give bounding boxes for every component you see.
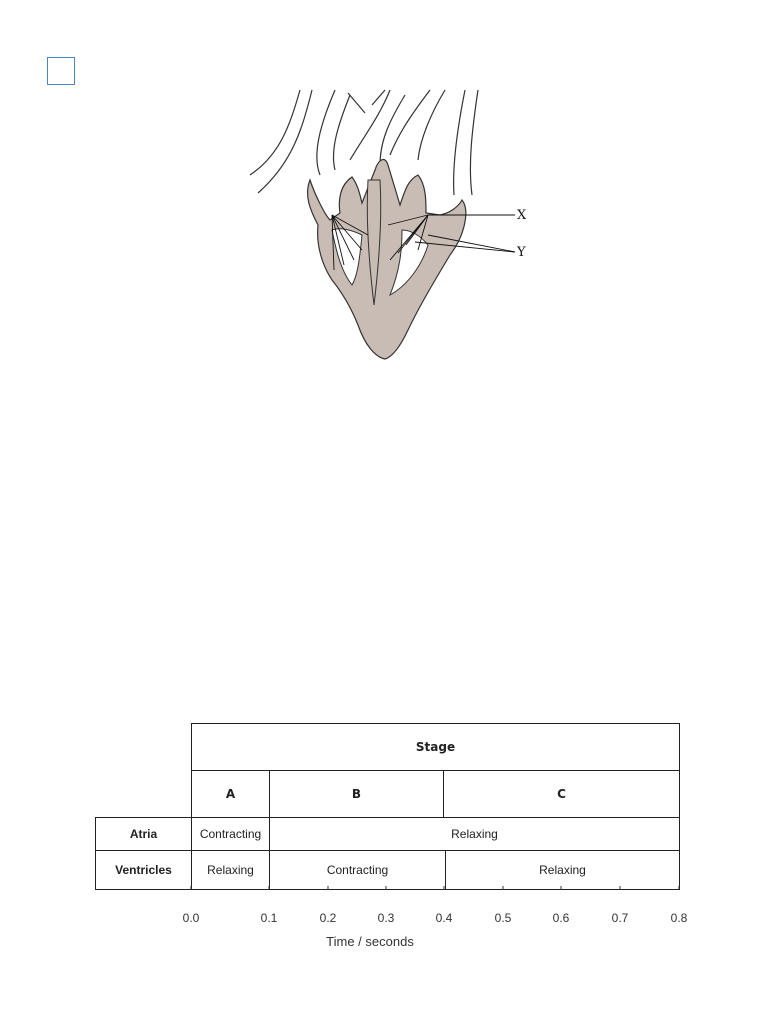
tick-label: 0.7 xyxy=(611,911,629,925)
answer-checkbox[interactable] xyxy=(47,57,75,85)
heart-diagram xyxy=(240,85,540,365)
row-label-atria xyxy=(95,817,192,851)
cardiac-cycle-table xyxy=(95,723,680,890)
stage-label: A xyxy=(225,787,236,801)
heart-wall xyxy=(308,160,466,359)
vessels xyxy=(250,90,478,195)
label-y: Y xyxy=(517,245,526,260)
tick-label: 0.0 xyxy=(182,911,200,925)
cell-value: Relaxing xyxy=(207,863,254,877)
cell-value: Contracting xyxy=(326,863,389,877)
stage-label: C xyxy=(557,787,566,801)
tick-label: 0.8 xyxy=(670,911,688,925)
axis-title: Time / seconds xyxy=(326,934,414,949)
tick-label: 0.6 xyxy=(552,911,570,925)
row-label: Ventricles xyxy=(115,863,172,877)
stage-b-header xyxy=(269,770,444,818)
atria-stage-a-cell xyxy=(191,817,270,851)
tick-label: 0.2 xyxy=(319,911,337,925)
cell-value: Contracting xyxy=(199,827,262,841)
tick-label: 0.5 xyxy=(494,911,512,925)
axis-ticks xyxy=(191,886,679,890)
cell-value: Relaxing xyxy=(451,827,498,841)
cell-value: Relaxing xyxy=(539,863,586,877)
tick-label: 0.4 xyxy=(435,911,453,925)
stage-c-header xyxy=(443,770,680,818)
stage-label: B xyxy=(351,787,362,801)
row-label: Atria xyxy=(129,827,158,841)
row-label-ventricles xyxy=(95,850,192,890)
stage-header-label: Stage xyxy=(415,740,456,754)
atria-stage-bc-cell xyxy=(269,817,680,851)
tick-label: 0.3 xyxy=(377,911,395,925)
tick-label: 0.1 xyxy=(260,911,278,925)
stage-a-header xyxy=(191,770,270,818)
label-x: X xyxy=(517,208,527,223)
stage-header xyxy=(191,723,680,771)
